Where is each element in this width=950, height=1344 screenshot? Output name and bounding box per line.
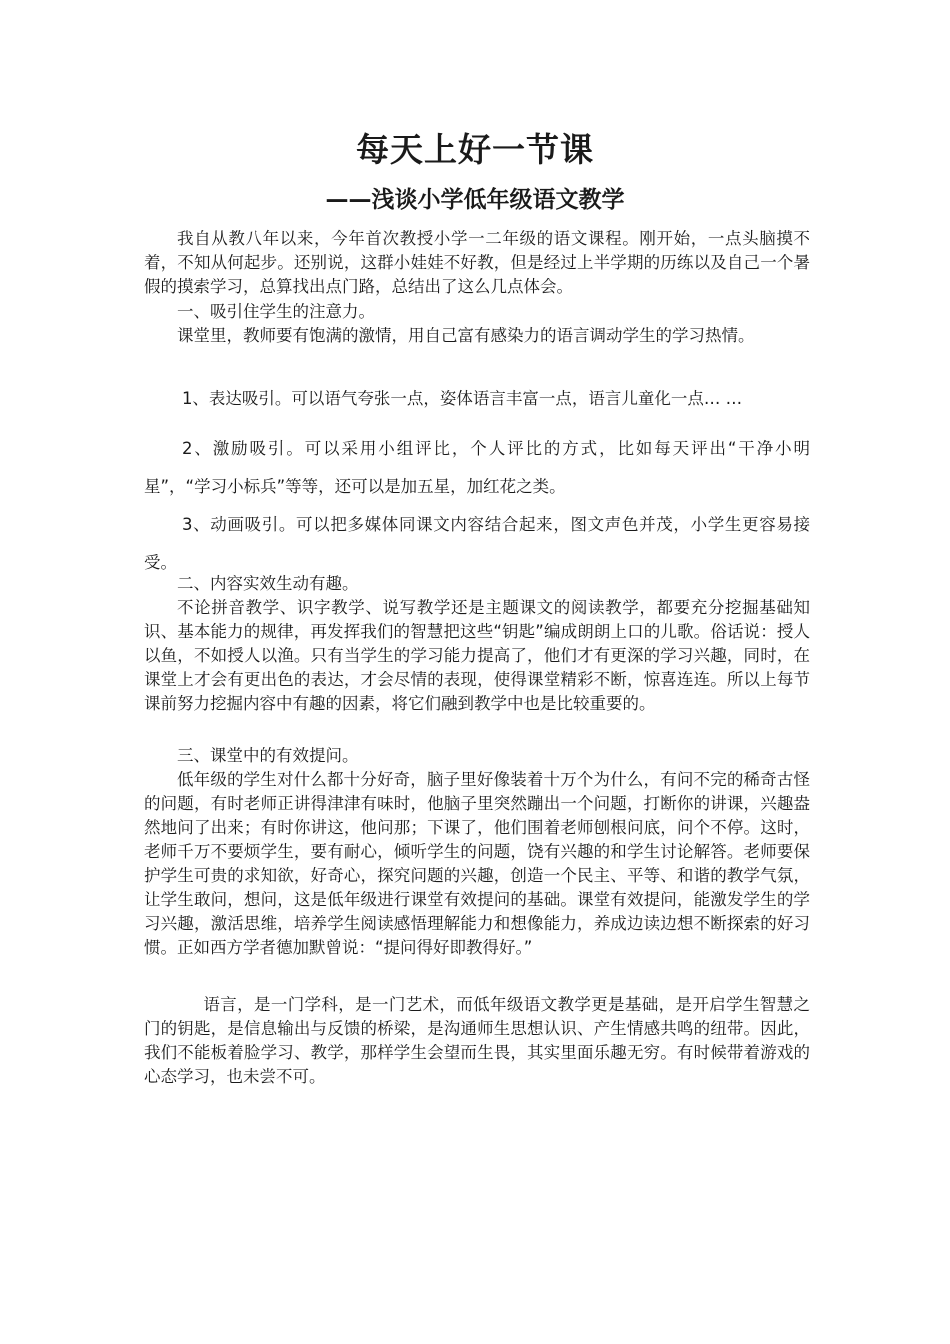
section2-paragraph: 不论拼音教学、识字教学、说写教学还是主题课文的阅读教学，都要充分挖掘基础知识、基本能力的规律，再发挥我们的智慧把这些“钥匙”编成朗朗上口的儿歌。俗话说：授人以鱼，不如授人以渔。只有当学生的学习能力提高了，他们才有更深的学习兴趣，同时，在课堂上才会有更出色的表达，才会尽情的表现，使得课堂精彩不断，惊喜连连。所以上每节课前努力挖掘内容中有趣的因素，将它们融到教学中也是比较重要的。 bbox=[144, 598, 810, 713]
page-subtitle: ——浅谈小学低年级语文教学 bbox=[325, 187, 625, 213]
intro-paragraph: 我自从教八年以来，今年首次教授小学一二年级的语文课程。刚开始，一点头脑摸不着，不知从何起步。还别说，这群小娃娃不好教，但是经过上半学期的历练以及自己一个暑假的摸索学习，总算找出点门路，总结出了这么几点体会。 bbox=[144, 229, 810, 296]
page-title: 每天上好一节课 bbox=[356, 130, 594, 169]
list-item: 1、表达吸引。可以语气夸张一点，姿体语言丰富一点，语言儿童化一点… … bbox=[181, 389, 743, 408]
section3-paragraph: 低年级的学生对什么都十分好奇，脑子里好像装着十万个为什么，有问不完的稀奇古怪的问题，有时老师正讲得津津有味时，他脑子里突然蹦出一个问题，打断你的讲课，兴趣盎然地问了出来；有时你讲这，他问那；下课了，他们围着老师刨根问底，问个不停。这时，老师千万不要烦学生，要有耐心，倾听学生的问题，饶有兴趣的和学生讨论解答。老师要保护学生可贵的求知欲，好奇心，探究问题的兴趣，创造一个民主、平等、和谐的教学气氛，让学生敢问，想问，这是低年级进行课堂有效提问的基础。课堂有效提问，能激发学生的学习兴趣，激活思维，培养学生阅读感悟理解能力和想像能力，养成边读边想不断探索的好习惯。正如西方学者德加默曾说：“提问得好即教得好。” bbox=[144, 770, 810, 957]
list-item: 2、激励吸引。可以采用小组评比，个人评比的方式，比如每天评出“干净小明星”，“学习小标兵”等等，还可以是加五星，加红花之类。 bbox=[144, 439, 810, 496]
section3-heading: 三、课堂中的有效提问。 bbox=[177, 746, 359, 765]
conclusion-paragraph: 语言，是一门学科，是一门艺术，而低年级语文教学更是基础，是开启学生智慧之门的钥匙，是信息输出与反馈的桥梁，是沟通师生思想认识、产生情感共鸣的纽带。因此，我们不能板着脸学习、教学，那样学生会望而生畏，其实里面乐趣无穷。有时候带着游戏的心态学习，也未尝不可。 bbox=[144, 995, 810, 1086]
section1-paragraph: 课堂里，教师要有饱满的激情，用自己富有感染力的语言调动学生的学习热情。 bbox=[177, 326, 755, 345]
section1-heading: 一、吸引住学生的注意力。 bbox=[177, 302, 375, 321]
section2-heading: 二、内容实效生动有趣。 bbox=[177, 574, 359, 593]
list-item: 3、动画吸引。可以把多媒体同课文内容结合起来，图文声色并茂，小学生更容易接受。 bbox=[144, 515, 810, 572]
